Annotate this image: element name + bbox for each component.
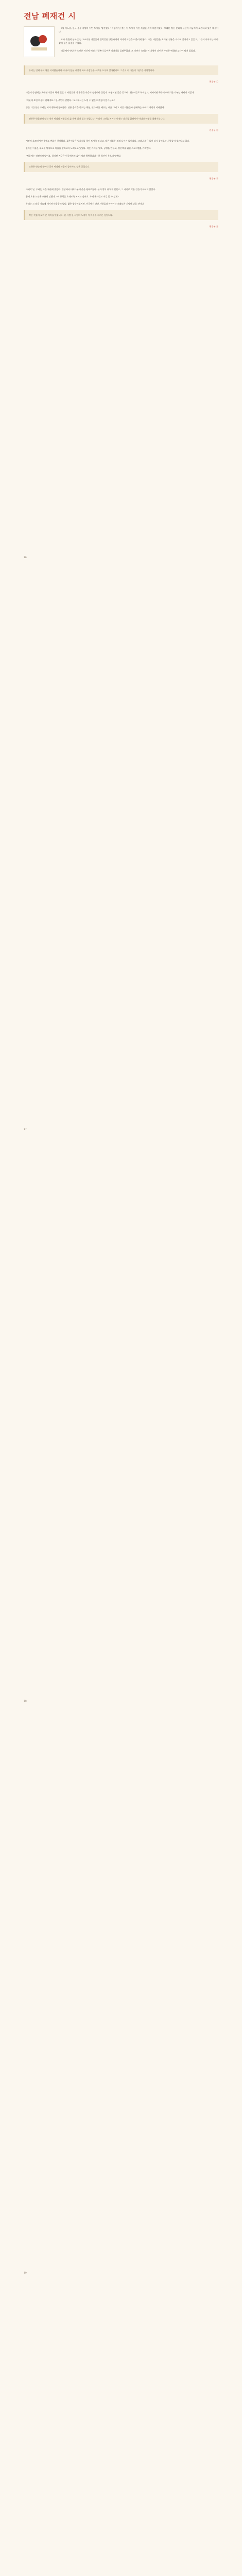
- article-section: [24, 188, 218, 229]
- body-paragraph: 시간이 흐르면서 마을에도 변화가 찾아왔다. 젊은이들은 일자리를 찾아 도시로 떠났고, 남은 이들은 점점 나이가 들어갔다. 그러나 최근 들어 다시 돌아오는 사람들이 생겨나고 있다.: [26, 140, 190, 143]
- sections-container: [24, 65, 218, 228]
- quote-box: [24, 210, 218, 220]
- body-paragraph: 방문 기간 동안 우리는 여러 행사에 참여했다. 전통 음식을 만드는 체험, 옛 노래를 배우는 시간, 그리고 마을 어른들과 함께하는 이야기 마당이 이어졌다.: [26, 106, 165, 109]
- page-number: 17: [24, 1128, 27, 1131]
- section-signature: 편집부 ①: [209, 80, 218, 83]
- body-paragraph: 5월 어느날, 한국 중부 지방의 어떤 도시를 '방문했다.' 이렇게 된 것은 이 도시가 가진 특별한 의미 때문이었다. 오래된 정신 문화의 유산이 지금까지 보존되고 있기 때문이다.: [59, 27, 218, 33]
- intro-column: [59, 26, 218, 57]
- page-number: 18: [24, 1700, 27, 1703]
- document-title: 전남 폐재건 시: [24, 11, 76, 21]
- page-number: 16: [24, 556, 27, 559]
- body-paragraph: 우리는 그 말을 가슴에 새기며 마을을 떠났다. 짧은 방문이었지만, 이곳에서 만난 사람들과 이야기는 오래도록 기억에 남을 것이다.: [26, 202, 145, 206]
- section-signature: 편집부 ②: [209, 129, 218, 132]
- quote-box: [24, 114, 218, 124]
- page-number: 19: [24, 2272, 27, 2275]
- body-paragraph: 도시 곳곳에 남아 있는 고즈넉한 건물들과 골목길은 방문자에게 과거의 시간을 떠올리게 했다. 마을 사람들은 오래된 전통을 지키며 살아가고 있었고, 그들의 이야기는 하나같이 깊은 울림을 주었다.: [59, 38, 218, 45]
- article-section: [24, 139, 218, 180]
- body-paragraph: 돌아온 이들은 새로운 방식으로 마을을 살리고자 노력하고 있었다. 작은 카페를 열고, 공방을 만들고, 방문객을 위한 프로그램을 기획했다.: [26, 147, 151, 150]
- quote-text: 고향은 단순히 태어난 곳이 아니라 마음이 돌아가고 싶은 곳입니다.: [29, 165, 90, 168]
- quote-box: [24, 65, 218, 75]
- body-paragraph: 함께 오른 노인은 조용히 말했다. "이 풍경을 오래도록 지키고 싶어요. 우리 손자들도 이걸 볼 수 있게.": [26, 195, 119, 198]
- header-row: [24, 26, 218, 57]
- quote-text: 우리는 언제나 이 땅을 지켜왔습니다. 아무리 힘든 시절이 와도 사람들은 서로를 도우며 살아왔지요. 그것이 이 마을의 가장 큰 자랑입니다.: [29, 69, 155, 72]
- article-section: [24, 65, 218, 83]
- section-signature: 편집부 ③: [209, 177, 218, 180]
- illustration-figure: [24, 26, 55, 57]
- body-paragraph: 마을의 중심에는 오래된 우물이 하나 있었다. 사람들은 이 우물을 마을의 심장이라 불렀다. 아침이면 물을 길으러 나온 이들로 북적였고, 저녁이면 하루의 이야기를 나누는 자리가 되었다.: [26, 91, 195, 94]
- quote-text: 작은 것들이 모여 큰 의미를 만듭니다. 한 사람 한 사람의 노력이 이 마을을 지켜온 힘입니다.: [29, 213, 113, 216]
- section-signature: 편집부 ④: [209, 225, 218, 228]
- body-paragraph: 마지막 날, 우리는 마을 뒷산에 올랐다. 정상에서 내려다본 마을은 평화로웠다. 논과 밭이 펼쳐져 있었고, 그 사이로 작은 길들이 이어져 있었다.: [26, 188, 156, 191]
- quote-text: 전통은 박물관에 있는 것이 아니라 사람들의 삶 속에 살아 있는 것입니다. 우리가 그것을 지키는 이유는 과거를 위해서가 아니라 미래를 위해서입니다.: [29, 117, 165, 120]
- body-paragraph: 이곳에서 만난 한 노인은 자신이 어린 시절부터 들어온 이야기를 들려주었다. 그 이야기 속에는 이 지역이 겪어온 수많은 변화와 고난이 담겨 있었다.: [61, 49, 196, 52]
- body-paragraph: "이곳에 오면 마음이 편해져요." 한 주민이 말했다. "도시에서는 느낄 수 없는 따뜻함이 있거든요.": [26, 98, 115, 101]
- body-paragraph: "처음에는 걱정이 많았어요. 하지만 지금은 이곳에서의 삶이 정말 행복합니다." 한 청년이 웃으며 말했다.: [26, 154, 122, 157]
- article-section: [24, 91, 218, 132]
- quote-box: [24, 162, 218, 172]
